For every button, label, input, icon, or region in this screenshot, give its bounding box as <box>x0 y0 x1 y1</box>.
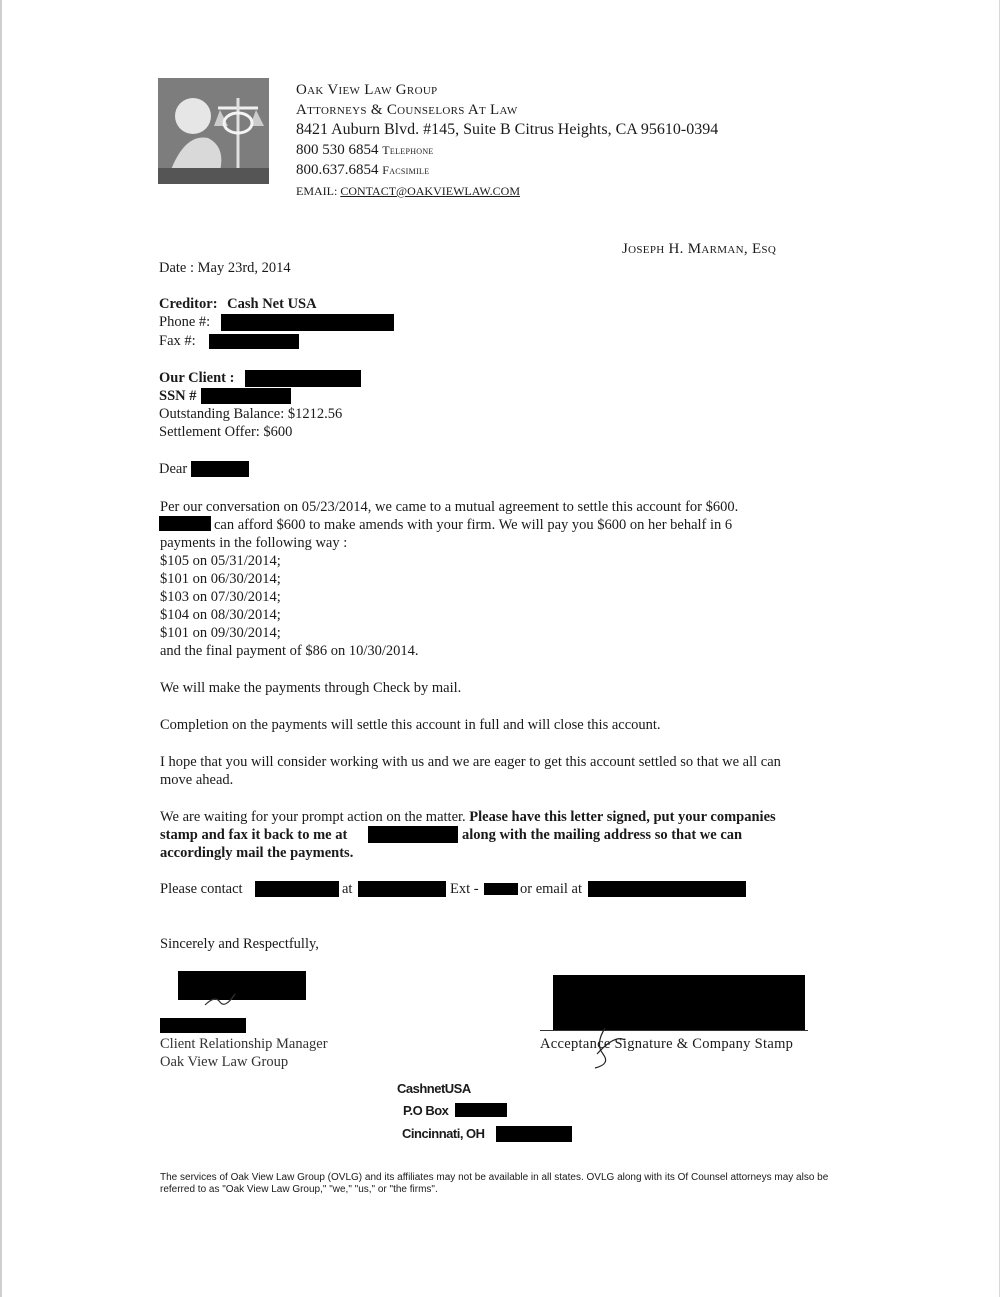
creditor-line <box>159 296 317 313</box>
redacted-creditor-fax <box>209 334 299 349</box>
redacted-po-box <box>455 1103 507 1117</box>
redacted-contact-name <box>255 881 339 897</box>
firm-name: Oak View Law Group <box>296 82 438 98</box>
stamp-po-box: P.O Box <box>403 1103 449 1118</box>
request-bold-text-1: Please have this letter signed, put your companies <box>469 809 776 825</box>
redacted-client-name <box>245 370 361 387</box>
stamp-city: Cincinnati, OH <box>402 1126 485 1141</box>
redacted-signer-name <box>160 1018 246 1033</box>
paragraph-agreement <box>160 498 850 660</box>
firm-subtitle: Attorneys & Counselors At Law <box>296 102 518 118</box>
acceptance-signature-stroke <box>575 1024 635 1072</box>
payment-item: $101 on 06/30/2014; <box>160 571 281 587</box>
attorney-name: Joseph H. Marman, Esq <box>622 241 777 257</box>
firm-address: 8421 Auburn Blvd. #145, Suite B Citrus Heights, CA 95610-0394 <box>296 121 719 138</box>
payment-item: and the final payment of $86 on 10/30/2014. <box>160 643 419 659</box>
firm-fax <box>296 160 429 180</box>
contact-text-c: Ext - <box>450 881 479 897</box>
redacted-contact-phone <box>358 881 446 897</box>
ssn-label: SSN # <box>159 388 197 404</box>
client-label: Our Client : <box>159 370 235 386</box>
request-normal-text: We are waiting for your prompt action on the matter. <box>160 809 470 825</box>
payment-item: $101 on 09/30/2014; <box>160 625 281 641</box>
request-line-1 <box>160 809 776 826</box>
agreement-line-2: can afford $600 to make amends with your firm. We will pay you $600 on her behalf in 6 <box>214 517 733 533</box>
paragraph-payment-method: We will make the payments through Check by mail. <box>160 680 462 696</box>
email-label: EMAIL: <box>296 184 338 198</box>
settlement-offer: Settlement Offer: $600 <box>159 424 293 440</box>
agreement-line-1: Per our conversation on 05/23/2014, we came to a mutual agreement to settle this account for $600. <box>160 499 739 515</box>
request-bold-text-3: accordingly mail the payments. <box>160 845 354 861</box>
redacted-zip <box>496 1126 572 1142</box>
letter-date: Date : May 23rd, 2014 <box>159 260 291 276</box>
closing: Sincerely and Respectfully, <box>160 936 319 952</box>
contact-text-d: or email at <box>520 881 583 897</box>
redacted-ssn <box>201 388 291 404</box>
payment-item: $104 on 08/30/2014; <box>160 607 281 623</box>
payment-item: $105 on 05/31/2014; <box>160 553 281 569</box>
paragraph-hope <box>160 753 850 789</box>
firm-logo <box>158 78 269 184</box>
redacted-fax-number <box>368 826 458 843</box>
telephone-number: 800 530 6854 <box>296 142 379 158</box>
acceptance-label: Acceptance Signature & Company Stamp <box>540 1036 794 1052</box>
signature-stroke <box>200 990 240 1010</box>
scan-edge-left <box>0 0 2 1297</box>
paragraph-completion: Completion on the payments will settle this account in full and will close this account. <box>160 717 661 733</box>
payment-item: $103 on 07/30/2014; <box>160 589 281 605</box>
redacted-extension <box>484 883 518 895</box>
redacted-signature <box>178 971 306 1000</box>
signer-company: Oak View Law Group <box>160 1054 289 1070</box>
contact-text-a: Please contact <box>160 881 243 897</box>
request-bold-text-2a: stamp and fax it back to me at <box>160 827 348 843</box>
telephone-label: Telephone <box>382 143 434 157</box>
outstanding-balance: Outstanding Balance: $1212.56 <box>159 406 343 422</box>
redacted-contact-email <box>588 881 746 897</box>
redacted-acceptance-signature <box>553 975 805 1031</box>
fax-label: Facsimile <box>382 163 430 177</box>
email-link[interactable]: CONTACT@OAKVIEWLAW.COM <box>340 184 520 198</box>
firm-email <box>296 181 520 201</box>
hope-line-2: move ahead. <box>160 772 234 788</box>
creditor-fax-label: Fax #: <box>159 333 196 349</box>
redacted-salutation-name <box>191 461 249 477</box>
salutation: Dear <box>159 461 188 477</box>
contact-text-b: at <box>342 881 353 897</box>
footer-disclaimer: The services of Oak View Law Group (OVLG) and its affiliates may not be available in all states. OVLG along with its Of Counsel attorneys may also be referred to as "Oak View Law Group," "we," "us," or "the firms". <box>160 1172 829 1195</box>
creditor-name: Cash Net USA <box>227 296 317 312</box>
signer-title: Client Relationship Manager <box>160 1036 328 1052</box>
hope-line-1: I hope that you will consider working with us and we are eager to get this account settled so that we all can <box>160 754 781 770</box>
fax-number: 800.637.6854 <box>296 162 379 178</box>
creditor-phone-label: Phone #: <box>159 314 211 330</box>
agreement-line-3: payments in the following way : <box>160 535 348 551</box>
scales-of-justice-icon <box>158 78 269 184</box>
firm-telephone <box>296 140 434 160</box>
redacted-client-name-inline <box>159 516 211 531</box>
stamp-company: CashnetUSA <box>397 1081 471 1096</box>
redacted-creditor-phone <box>221 314 394 331</box>
creditor-label: Creditor: <box>159 296 218 312</box>
request-bold-text-2b: along with the mailing address so that we can <box>462 827 743 843</box>
